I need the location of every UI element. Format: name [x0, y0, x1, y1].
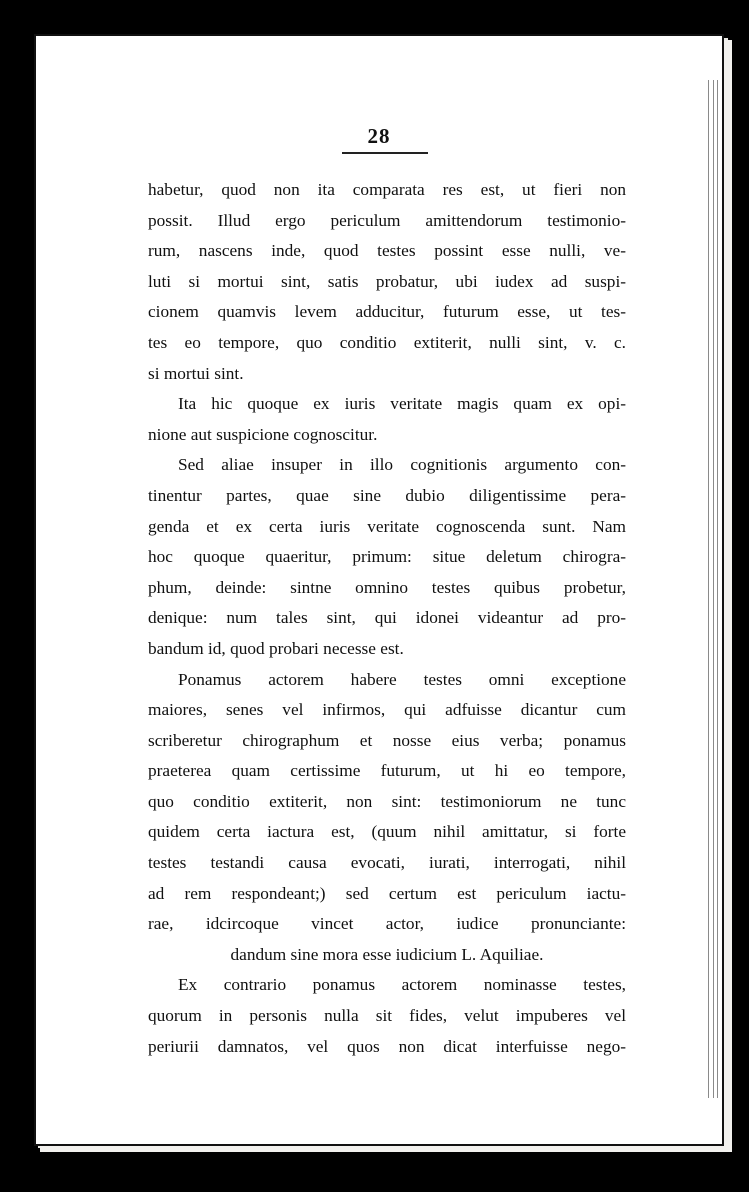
text-line: nione aut suspicione cognoscitur. [148, 424, 378, 444]
text-line: tinentur partes, quae sine dubio diligentissime pera- [148, 485, 626, 505]
text-line: quo conditio extiterit, non sint: testimoniorum ne tunc [148, 791, 626, 811]
text-line: ad rem respondeant;) sed certum est periculum iactu- [148, 883, 626, 903]
text-line: quorum in personis nulla sit fides, velut impuberes vel [148, 1006, 626, 1026]
text-line: denique: num tales sint, qui idonei videantur ad pro- [148, 608, 626, 628]
text-line: habetur, quod non ita comparata res est, ut fieri non [148, 180, 626, 199]
text-line: bandum id, quod probari necesse est. [148, 638, 404, 658]
text-line: phum, deinde: sintne omnino testes quibus probetur, [148, 577, 626, 597]
body-text [148, 175, 626, 1062]
text-line: si mortui sint. [148, 363, 244, 383]
text-line: cionem quamvis levem adducitur, futurum esse, ut tes- [148, 302, 626, 322]
text-line: maiores, senes vel infirmos, qui adfuisse dicantur cum [148, 700, 626, 720]
text-line: testes testandi causa evocati, iurati, interrogati, nihil [148, 853, 626, 873]
text-line: Ponamus actorem habere testes omni exceptione [178, 669, 626, 689]
text-line: luti si mortui sint, satis probatur, ubi iudex ad suspi- [148, 271, 626, 291]
text-line: Ex contrario ponamus actorem nominasse testes, [178, 975, 626, 995]
page-stack-edge [713, 80, 714, 1098]
text-line: scriberetur chirographum et nosse eius verba; ponamus [148, 730, 626, 750]
page-stack-edge [708, 80, 709, 1098]
text-line: periurii damnatos, vel quos non dicat interfuisse nego- [148, 1036, 626, 1056]
text-line: Ita hic quoque ex iuris veritate magis quam ex opi- [178, 394, 626, 414]
page-number: 28 [367, 124, 391, 148]
text-line: rum, nascens inde, quod testes possint esse nulli, ve- [148, 241, 626, 261]
page-number-rule [342, 152, 428, 154]
text-line: rae, idcircoque vincet actor, iudice pronunciante: [148, 914, 626, 934]
text-line: quidem certa iactura est, (quum nihil amittatur, si forte [148, 822, 626, 842]
text-line: genda et ex certa iuris veritate cognoscenda sunt. Nam [148, 516, 626, 536]
text-line: possit. Illud ergo periculum amittendorum testimonio- [148, 210, 626, 230]
text-line: praeterea quam certissime futurum, ut hi eo tempore, [148, 761, 626, 781]
text-line: hoc quoque quaeritur, primum: situe deletum chirogra- [148, 547, 626, 567]
text-line: Sed aliae insuper in illo cognitionis argumento con- [178, 455, 626, 475]
text-line: dandum sine mora esse iudicium L. Aquiliae. [230, 944, 544, 964]
text-line: tes eo tempore, quo conditio extiterit, nulli sint, v. c. [148, 332, 626, 352]
page-stack-edge [717, 80, 718, 1098]
book-page [34, 34, 724, 1146]
